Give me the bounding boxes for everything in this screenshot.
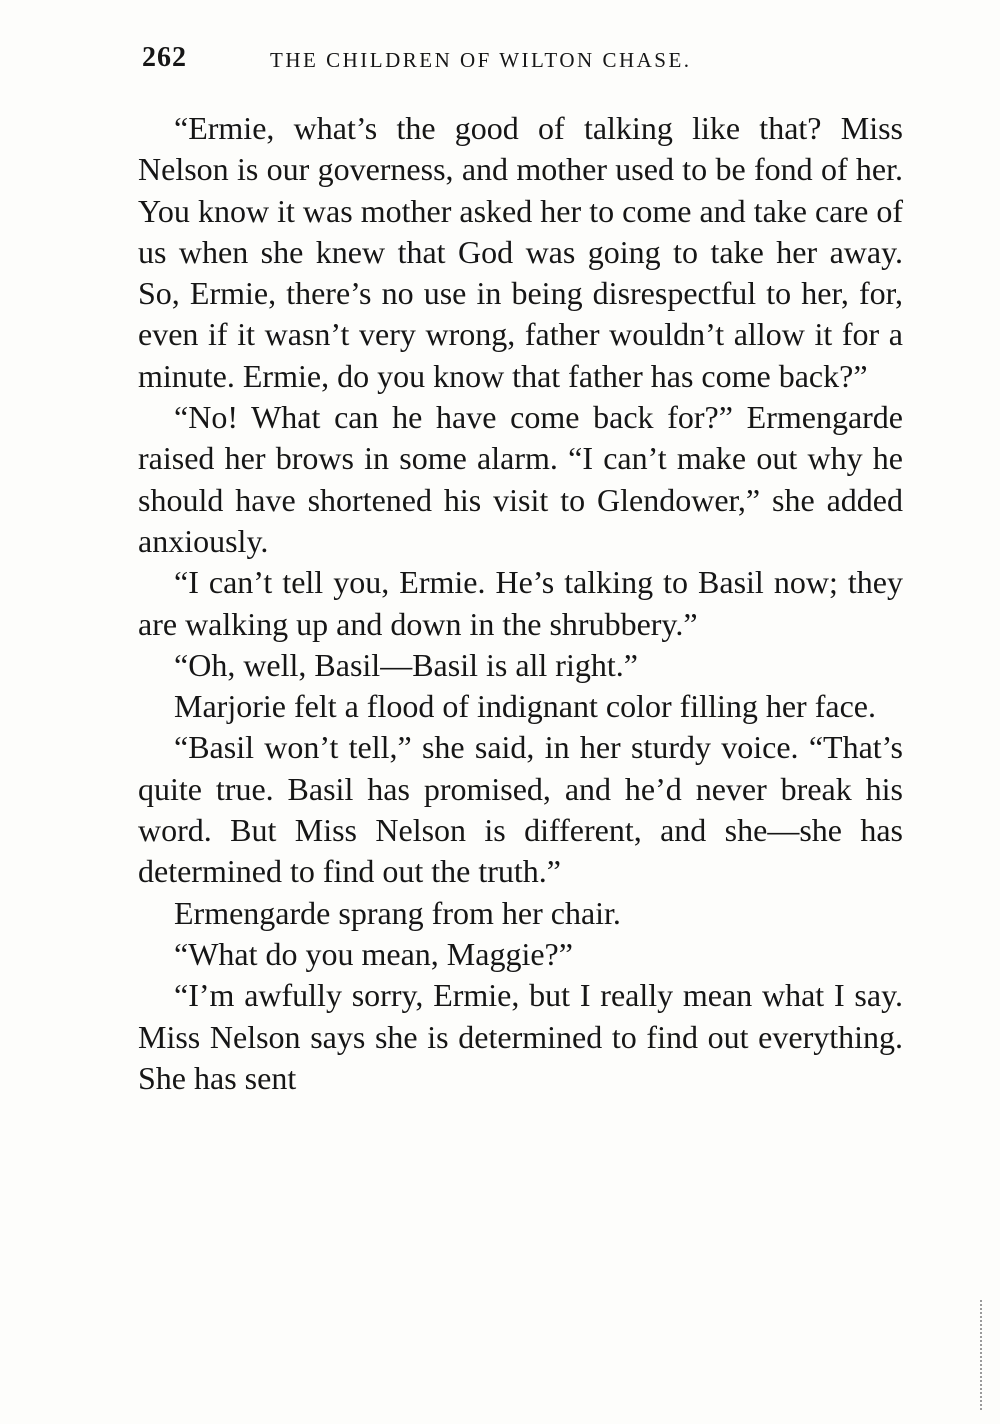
paragraph: “Basil won’t tell,” she said, in her sturdy voice. “That’s quite true. Basil has promised, and he’d never break his word. But Miss Nelson is different, and she—she has determined to find out the truth.” (138, 729, 903, 890)
paragraph: “Oh, well, Basil—Basil is all right.” (174, 646, 638, 683)
paragraph: “No! What can he have come back for?” Ermengarde raised her brows in some alarm. “I can’t make out why he should have shortened his visit to Glendower,” she added anxiously. (138, 399, 903, 559)
paragraph: “What do you mean, Maggie?” (174, 935, 573, 972)
running-title: THE CHILDREN OF WILTON CHASE. (270, 48, 692, 72)
body-text (138, 108, 903, 1099)
running-header (142, 42, 902, 82)
paragraph: “I can’t tell you, Ermie. He’s talking to Basil now; they are walking up and down in the shrubbery.” (138, 564, 903, 642)
paragraph: “Ermie, what’s the good of talking like that? Miss Nelson is our governess, and mother used to be fond of her. You know it was mother asked her to come and take care of us when she knew that God was going to take her away. So, Ermie, there’s no use in being disrespectful to her, for, even if it wasn’t very wrong, father wouldn’t allow it for a minute. Ermie, do you know that father has come back?” (138, 110, 903, 394)
paragraph: “I’m awfully sorry, Ermie, but I really mean what I say. Miss Nelson says she is determined to find out everything. She has sent (138, 977, 903, 1096)
paragraph: Marjorie felt a flood of indignant color filling her face. (174, 688, 876, 725)
margin-dotted-line (976, 1300, 982, 1410)
page-number: 262 (142, 42, 187, 73)
paragraph: Ermengarde sprang from her chair. (174, 894, 621, 931)
